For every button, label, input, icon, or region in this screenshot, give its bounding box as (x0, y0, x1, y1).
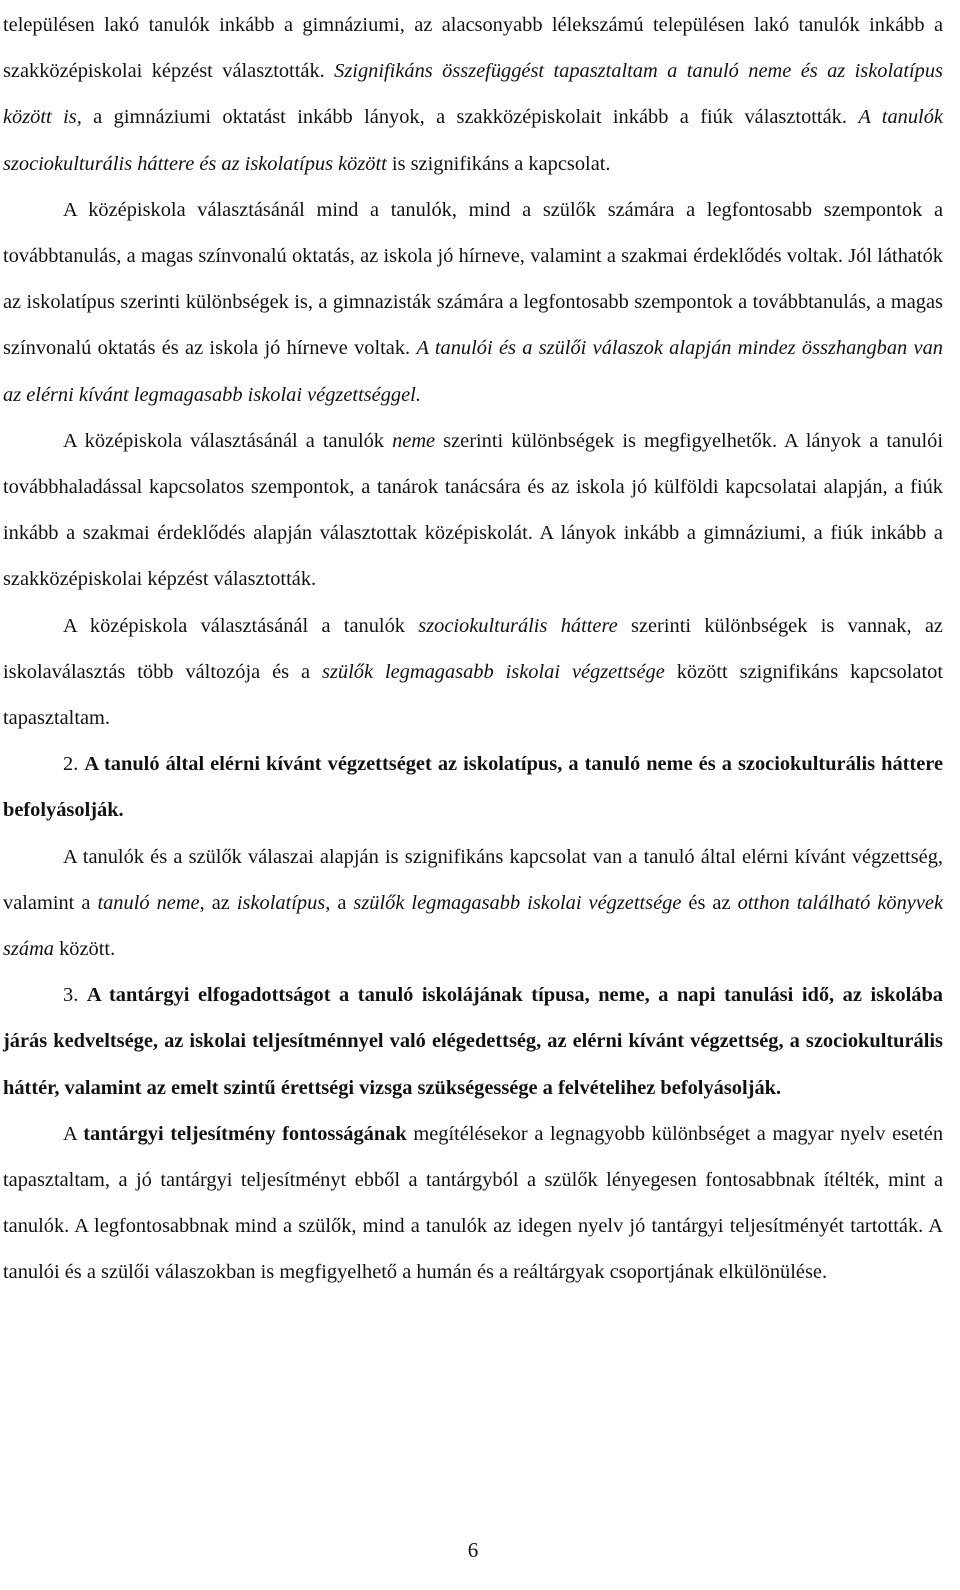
text-run: között. (54, 938, 116, 961)
italic-text-run: szociokulturális háttere (418, 614, 618, 637)
italic-text-run: tanuló neme (97, 891, 200, 914)
text-run: A középiskola választásánál mind a tanulók, mind a szülők számára a legfontosabb szempontok a továbbtanulás, a magas színvonalú oktatás, az iskola jó hírneve, valamint a szakmai érdeklődés voltak. Jól láthatók az iskolatípus szerinti különbségek is, a gimnazisták számára a legfontosabb szempontok a továbbtanulás, a magas színvonalú oktatás és az iskola jó hírneve voltak. (3, 198, 943, 360)
text-run: megítélésekor a legnagyobb különbséget a magyar nyelv esetén tapasztaltam, a jó tantárgyi teljesítményt ebből a tantárgyból a szülők lényegesen fontosabbnak ítélték, mint a tanulók. A legfontosabbnak mind a szülők, mind a tanulók az idegen nyelv jó tantárgyi teljesítményét tartották. A tanulói és a szülői válaszokban is megfigyelhető a humán és a reáltárgyak csoportjának elkülönülése. (3, 1122, 944, 1284)
text-run: A középiskola választásánál a tanulók (63, 429, 393, 452)
text-run: A középiskola választásánál a tanulók (63, 614, 419, 637)
italic-text-run: A tanulók szociokulturális háttere és az iskolatípus között (3, 106, 943, 175)
paragraph (3, 1111, 943, 1296)
text-run: és az (681, 891, 738, 914)
bold-text-run: A tantárgyi elfogadottságot a tanuló iskolájának típusa, neme, a napi tanulási idő, az iskolába járás kedveltsége, az iskolai teljesítménnyel való elégedettség, az elérni kívánt végzettség, a szociokulturális háttér, valamint az emelt szintű érettségi vizsga szükségessége a felvételihez befolyásolják. (3, 984, 944, 1099)
text-run: szerinti különbségek is megfigyelhetők. A lányok a tanulói továbbhaladással kapcsolatos szempontok, a tanárok tanácsára és az iskola jó külföldi kapcsolatai alapján, a fiúk inkább a szakmai érdeklődés alapján választottak középiskolát. A lányok inkább a gimnáziumi, a fiúk inkább a szakközépiskolai képzést választották. (3, 429, 943, 591)
paragraph (3, 187, 943, 418)
text-run: , a (325, 891, 354, 914)
italic-text-run: neme (392, 429, 436, 452)
italic-text-run: otthon található könyvek száma (3, 891, 943, 961)
italic-text-run: A tanulói és a szülői válaszok alapján mindez összhangban van az elérni kívánt legmagasabb iskolai végzettséggel. (3, 337, 943, 406)
bold-text-run: A tanuló által elérni kívánt végzettséget az iskolatípus, a tanuló neme és a szociokulturális háttere befolyásolják. (3, 753, 944, 822)
paragraph (3, 418, 943, 603)
paragraph (3, 2, 943, 187)
page-number: 6 (467, 1538, 479, 1562)
italic-text-run: iskolatípus (236, 891, 326, 914)
paragraph (3, 603, 943, 742)
numbered-finding-3 (3, 972, 943, 1111)
numbered-finding-2 (3, 741, 943, 833)
italic-text-run: Szignifikáns összefüggést tapasztaltam a tanuló neme és az iskolatípus között is, (3, 60, 943, 129)
body-text (3, 2, 943, 1296)
bold-text-run: tantárgyi teljesítmény fontosságának (83, 1122, 407, 1145)
text-run: is szignifikáns a kapcsolat. (386, 152, 611, 175)
text-run: 3. (63, 984, 87, 1007)
text-run: településen lakó tanulók inkább a gimnáziumi, az alacsonyabb lélekszámú településen lakó tanulók inkább a szakközépiskolai képzést választották. (3, 14, 943, 83)
text-run: A (63, 1122, 84, 1145)
text-run: A tanulók és a szülők válaszai alapján is szignifikáns kapcsolat van a tanuló által elérni kívánt végzettség, valamint a (3, 845, 943, 914)
italic-text-run: szülők legmagasabb iskolai végzettsége (353, 891, 682, 914)
italic-text-run: szülők legmagasabb iskolai végzettsége (322, 660, 665, 683)
text-run: szerinti különbségek is vannak, az iskolaválasztás több változója és a (3, 614, 943, 683)
text-run: , az (199, 891, 237, 914)
text-run: 2. (63, 753, 85, 776)
text-run: a gimnáziumi oktatást inkább lányok, a szakközépiskolait inkább a fiúk választották. (81, 106, 859, 129)
text-run: között szignifikáns kapcsolatot tapasztaltam. (3, 660, 943, 730)
paragraph (3, 834, 943, 973)
